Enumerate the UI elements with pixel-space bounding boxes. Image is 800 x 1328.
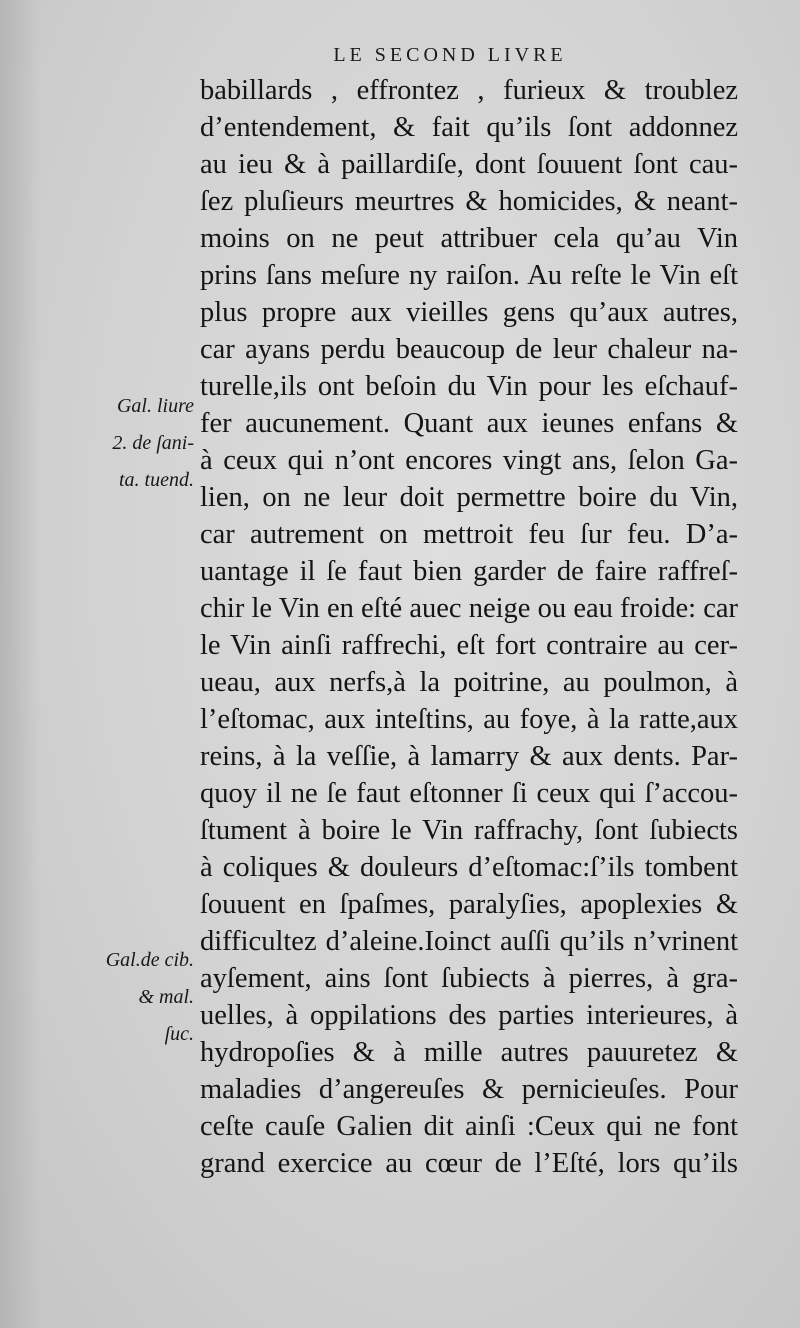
text-line: difficultez d’aleine.Ioinct auſſi qu’ils n’vrinent [200,926,738,957]
text-line: chir le Vin en eſté auec neige ou eau froide: car [200,593,738,624]
running-head: LE SECOND LIVRE [333,44,567,66]
text-line: plus propre aux vieilles gens qu’aux autres, [200,297,738,328]
text-line: car ayans perdu beaucoup de leur chaleur na- [200,334,738,365]
text-line: ayſement, ains ſont ſubiects à pierres, à gra- [200,963,738,994]
text-line: fer aucunement. Quant aux ieunes enfans & [200,408,738,439]
text-line: maladies d’angereuſes & pernicieuſes. Pour [200,1074,738,1105]
text-line: babillards , effrontez , furieux & troublez [200,75,738,106]
text-line: le Vin ainſi raffrechi, eſt fort contraire au cer- [200,630,738,661]
text-line: reins, à la veſſie, à lamarry & aux dents. Par- [200,741,738,772]
margin-note-line: & mal. [138,986,194,1008]
text-line: uelles, à oppilations des parties interieures, à [200,1000,738,1031]
text-line: ſtument à boire le Vin raffrachy, ſont ſubiects [200,815,738,846]
margin-note-galen-cibis [74,942,194,1053]
text-line: à coliques & douleurs d’eſtomac:ſ’ils tombent [200,852,738,883]
text-line: ſouuent en ſpaſmes, paralyſies, apoplexies & [200,889,738,920]
text-line: l’eſtomac, aux inteſtins, au foye, à la ratte,aux [200,704,738,735]
margin-note-line: ſuc. [164,1023,194,1045]
text-line: ceſte cauſe Galien dit ainſi :Ceux qui ne font [200,1111,738,1142]
text-line: grand exercice au cœur de l’Eſté, lors qu’ils [200,1148,738,1179]
text-line: d’entendement, & fait qu’ils ſont addonnez [200,112,738,143]
text-line: car autrement on mettroit feu ſur feu. D’a- [200,519,738,550]
text-line: hydropoſies & à mille autres pauuretez & [200,1037,738,1068]
text-line: moins on ne peut attribuer cela qu’au Vin [200,223,738,254]
margin-note-line: 2. de ſani- [112,432,194,454]
text-line: ueau, aux nerfs,à la poitrine, au poulmon, à [200,667,738,698]
text-line: au ieu & à paillardiſe, dont ſouuent ſont cau- [200,149,738,180]
page-edge-shading [0,0,40,1328]
text-line: quoy il ne ſe faut eſtonner ſi ceux qui ſ’accou- [200,778,738,809]
margin-note-line: Gal.de cib. [105,949,194,971]
margin-note-line: ta. tuend. [119,469,194,491]
text-line: prins ſans meſure ny raiſon. Au reſte le Vin eſt [200,260,738,291]
text-line: uantage il ſe faut bien garder de faire raffreſ- [200,556,738,587]
text-line: à ceux qui n’ont encores vingt ans, ſelon Ga- [200,445,738,476]
text-line: lien, on ne leur doit permettre boire du Vin, [200,482,738,513]
margin-note-galen-sanitate [74,388,194,499]
text-line: turelle,ils ont beſoin du Vin pour les eſchauf- [200,371,738,402]
text-line: ſez pluſieurs meurtres & homicides, & neant- [200,186,738,217]
body-text [200,72,738,1182]
margin-note-line: Gal. liure [116,395,194,417]
